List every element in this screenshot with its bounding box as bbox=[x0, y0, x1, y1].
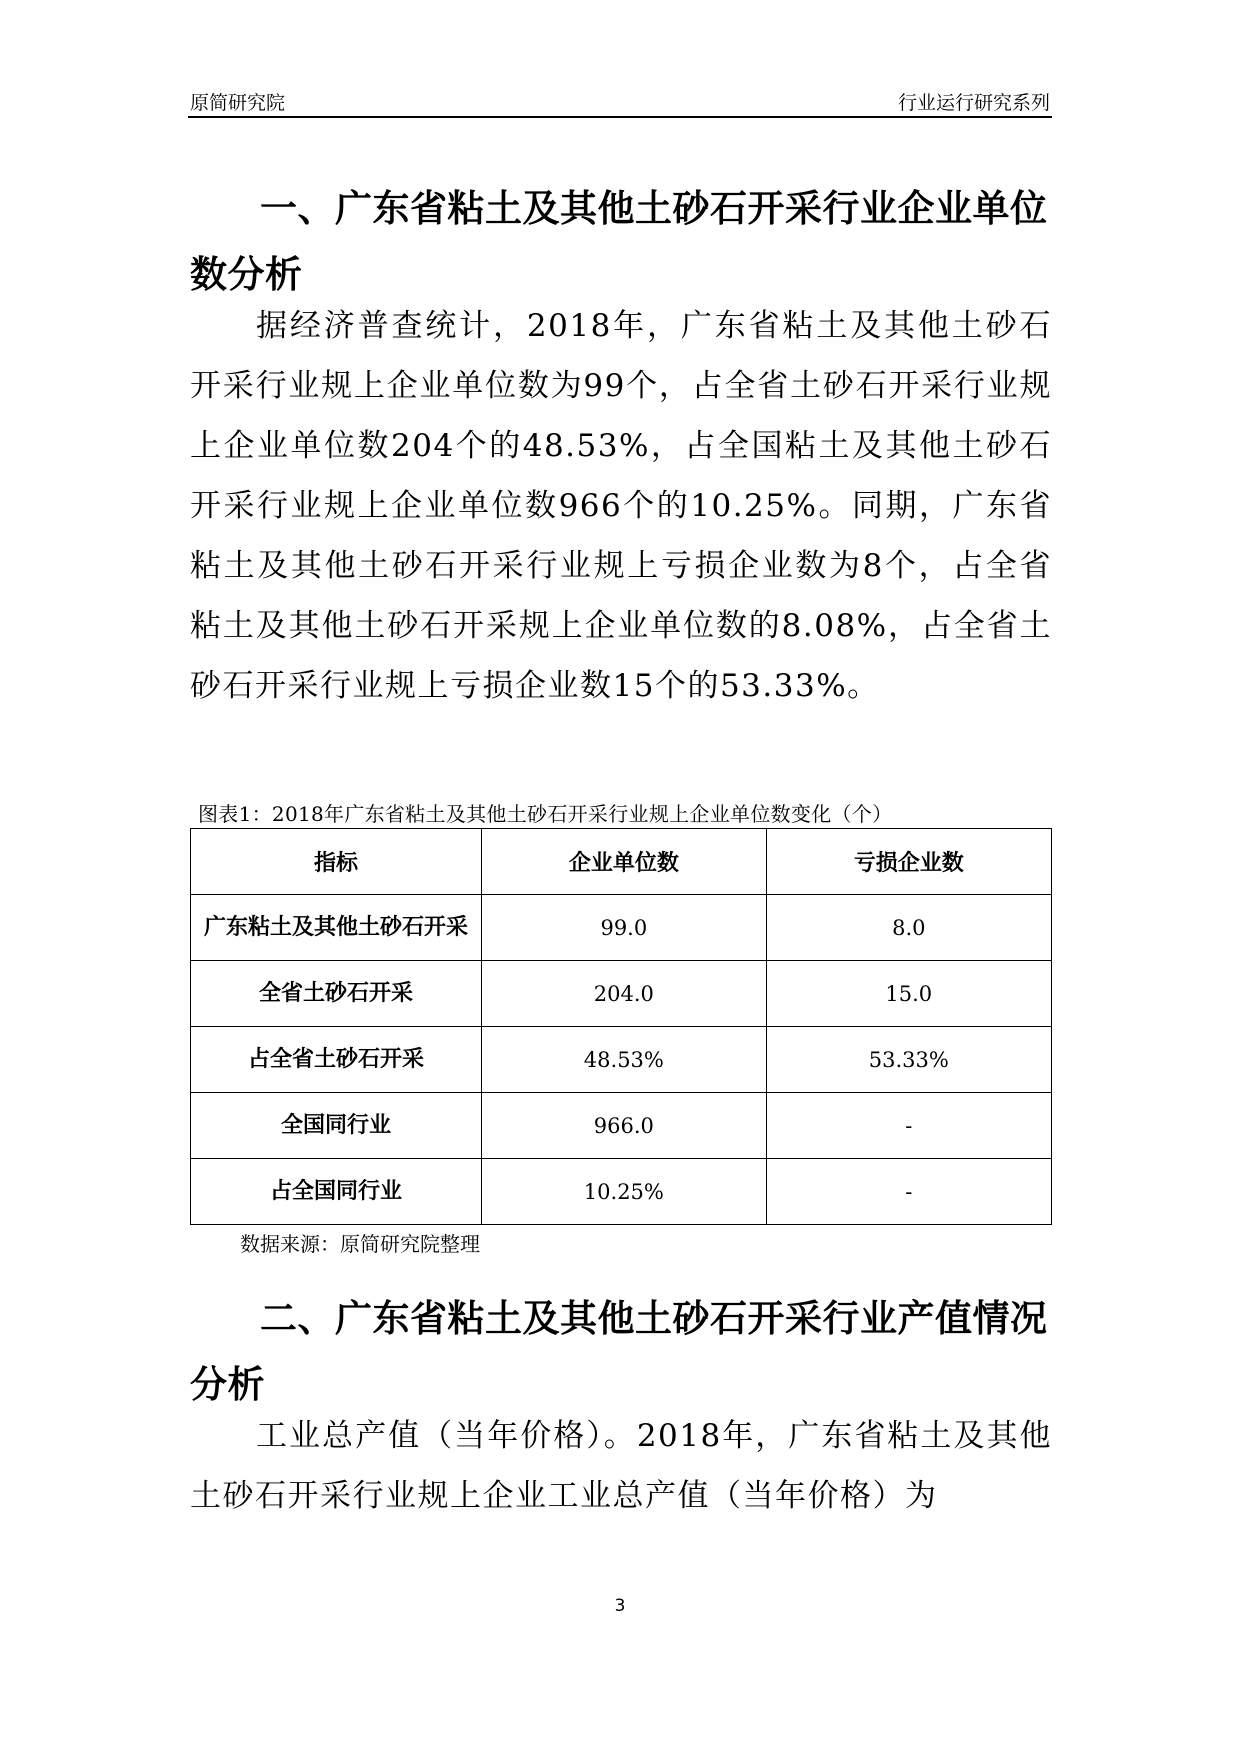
table-row bbox=[191, 1093, 1052, 1159]
column-header-indicator: 指标 bbox=[191, 829, 482, 895]
table-row bbox=[191, 1027, 1052, 1093]
row-loss-value: - bbox=[766, 1093, 1051, 1159]
row-units-value: 48.53% bbox=[482, 1027, 766, 1093]
row-label: 占全国同行业 bbox=[191, 1159, 482, 1225]
table-row bbox=[191, 961, 1052, 1027]
column-header-loss: 亏损企业数 bbox=[766, 829, 1051, 895]
table-row bbox=[191, 1159, 1052, 1225]
section1-heading: 一、广东省粘土及其他土砂石开采行业企业单位数分析 bbox=[190, 187, 1048, 296]
row-units-value: 10.25% bbox=[482, 1159, 766, 1225]
row-label: 全国同行业 bbox=[191, 1093, 482, 1159]
section1-paragraph: 据经济普查统计，2018年，广东省粘土及其他土砂石开采行业规上企业单位数为99个，占全省土砂石开采行业规上企业单位数204个的48.53%，占全国粘土及其他土砂石开采行业规上企业单位数966个的10.25%。同期，广东省粘土及其他土砂石开采行业规上亏损企业数为8个，占全省粘土及其他土砂石开采规上企业单位数的8.08%，占全省土砂石开采行业规上亏损企业数15个的53.33%。 bbox=[190, 308, 1052, 704]
header-series-name: 行业运行研究系列 bbox=[897, 92, 1050, 114]
table-caption: 图表1：2018年广东省粘土及其他土砂石开采行业规上企业单位数变化（个） bbox=[198, 802, 893, 826]
table-source-note: 数据来源：原简研究院整理 bbox=[240, 1232, 480, 1256]
table-header-row bbox=[191, 829, 1052, 895]
section2-paragraph: 工业总产值（当年价格）。2018年，广东省粘土及其他土砂石开采行业规上企业工业总产值（当年价格）为 bbox=[190, 1418, 1052, 1514]
row-units-value: 966.0 bbox=[482, 1093, 766, 1159]
row-label: 占全省土砂石开采 bbox=[191, 1027, 482, 1093]
row-loss-value: 8.0 bbox=[766, 895, 1051, 961]
row-label: 广东粘土及其他土砂石开采 bbox=[191, 895, 482, 961]
section2-heading: 二、广东省粘土及其他土砂石开采行业产值情况分析 bbox=[190, 1297, 1048, 1406]
table-row bbox=[191, 895, 1052, 961]
row-loss-value: - bbox=[766, 1159, 1051, 1225]
row-label: 全省土砂石开采 bbox=[191, 961, 482, 1027]
row-units-value: 99.0 bbox=[482, 895, 766, 961]
row-units-value: 204.0 bbox=[482, 961, 766, 1027]
column-header-units: 企业单位数 bbox=[482, 829, 766, 895]
page-number: 3 bbox=[614, 1596, 626, 1616]
row-loss-value: 15.0 bbox=[766, 961, 1051, 1027]
row-loss-value: 53.33% bbox=[766, 1027, 1051, 1093]
enterprise-count-table bbox=[190, 828, 1052, 1225]
header-org-name: 原简研究院 bbox=[190, 92, 286, 114]
header-divider bbox=[188, 116, 1052, 118]
